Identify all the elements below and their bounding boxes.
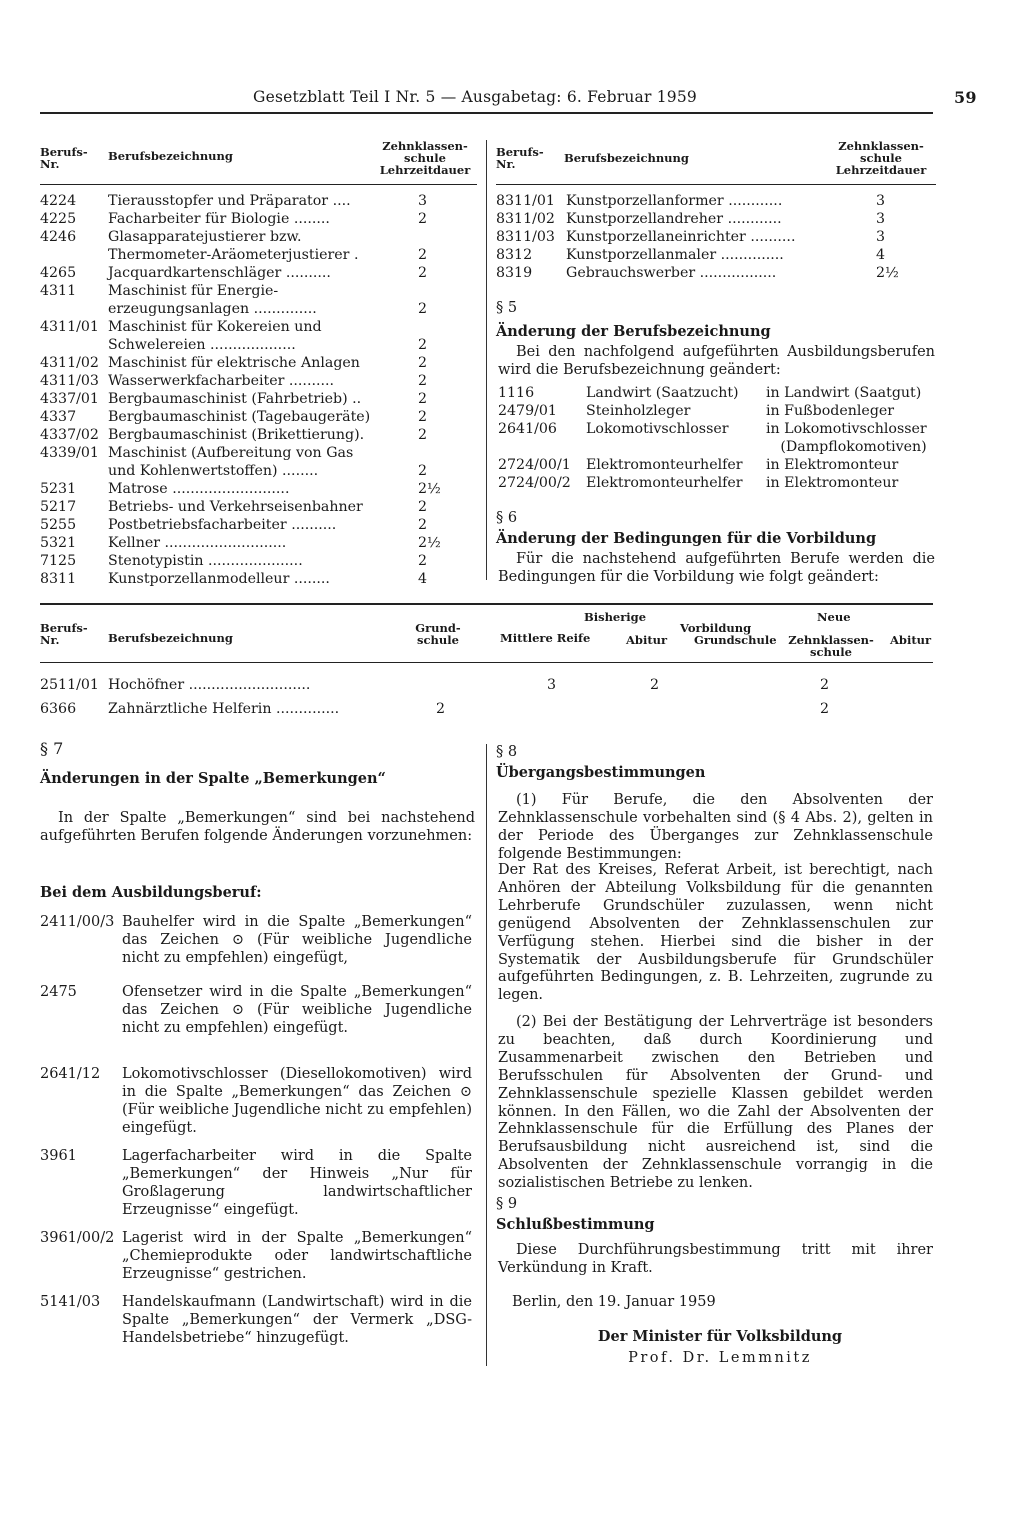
sec7-item-text: Bauhelfer wird in die Spalte „Bemerkungen“ das Zeichen ⊙ (Für weibliche Jugendliche nicht zu empfehlen) eingefügt, [122, 914, 472, 966]
t1-row-name: Maschinist für Energie- [108, 283, 279, 299]
t2-col-dauer: Zehnklassen- schule Lehrzeitdauer [835, 139, 927, 177]
t1-row-nr: 4225 [40, 211, 77, 227]
t1-row-name: Matrose .......................... [108, 481, 290, 497]
t2-row-dauer: 2½ [876, 265, 899, 281]
sec8-title: Übergangsbestimmungen [496, 764, 706, 781]
t2-col-nr: Berufs- Nr. [496, 145, 544, 171]
t1-row-nr: 4337 [40, 409, 77, 425]
t3-col-grund2: Grundschule [694, 633, 777, 647]
t2-row-dauer: 3 [876, 193, 886, 209]
t3-col-nr: Berufs- Nr. [40, 621, 88, 647]
table-left [40, 130, 477, 590]
t1-row-name: Bergbaumaschinist (Tagebaugeräte) [108, 409, 371, 425]
t1-row-dauer: 2 [418, 553, 428, 569]
t1-row-name: Kunstporzellanmodelleur ........ [108, 571, 330, 587]
t1-row-dauer: 2 [418, 463, 428, 479]
t1-row-name: erzeugungsanlagen .............. [108, 301, 317, 317]
t1-row-nr: 4311 [40, 283, 77, 299]
sec6-heading: § 6 [496, 510, 518, 526]
sec5-row-nr: 2724/00/1 [498, 457, 571, 473]
t1-row-dauer: 2 [418, 517, 428, 533]
t1-row-name: Kellner ........................... [108, 535, 287, 551]
t1-row-nr: 4224 [40, 193, 77, 209]
sec7-item-nr: 5141/03 [40, 1294, 101, 1310]
t1-row-name: Bergbaumaschinist (Fahrbetrieb) .. [108, 391, 362, 407]
t3-col-mittlere: Mittlere Reife [500, 631, 591, 645]
sec8-heading: § 8 [496, 744, 518, 760]
sec7-item-text: Lokomotivschlosser (Diesellokomotiven) wird in die Spalte „Bemerkungen“ das Zeichen ⊙ (Für weibliche Jugendliche nicht zu empfehlen) eingefügt. [122, 1066, 472, 1136]
t2-row-name: Kunstporzellandreher ............ [566, 211, 782, 227]
t1-col-name: Berufsbezeichnung [108, 149, 233, 163]
t3-row-nr: 2511/01 [40, 677, 99, 693]
sec5-row-new: in Elektromonteur [766, 475, 899, 491]
t1-row-dauer: 2 [418, 373, 428, 389]
t3-col-grund: Grund- schule [415, 621, 461, 647]
t3-col-abitur2: Abitur [890, 633, 932, 647]
sec9-title: Schlußbestimmung [496, 1216, 655, 1233]
header-rule [40, 112, 933, 114]
sec7-subhead: Bei dem Ausbildungsberuf: [40, 884, 262, 901]
sec7-item-nr: 2411/00/3 [40, 914, 115, 930]
t1-row-dauer: 2 [418, 391, 428, 407]
t3-header-rule [40, 662, 933, 663]
t1-row-dauer: 2 [418, 301, 428, 317]
t1-row-dauer: 2 [418, 409, 428, 425]
sec7-item-nr: 2641/12 [40, 1066, 101, 1082]
sec9-heading: § 9 [496, 1196, 518, 1212]
t1-row-nr: 8311 [40, 571, 77, 587]
t1-row-name: Thermometer-Aräometerjustierer . [108, 247, 359, 263]
t2-row-name: Gebrauchswerber ................. [566, 265, 777, 281]
t1-header-rule [40, 184, 477, 185]
t1-col-nr: Berufs- Nr. [40, 145, 88, 171]
t3-row-mittlere: 3 [547, 677, 557, 693]
t2-col-name: Berufsbezeichnung [564, 151, 689, 165]
sec5-row-new: in Landwirt (Saatgut) [766, 385, 922, 401]
sec5-row-old: Elektromonteurhelfer [586, 457, 743, 473]
t1-row-name: Schwelereien ................... [108, 337, 296, 353]
sec5-row-new: in Elektromonteur [766, 457, 899, 473]
t1-row-name: Maschinist (Aufbereitung von Gas [108, 445, 354, 461]
t1-row-name: Maschinist für Kokereien und [108, 319, 322, 335]
sec7-title: Änderungen in der Spalte „Bemerkungen“ [40, 770, 386, 787]
t1-row-nr: 4246 [40, 229, 77, 245]
t2-row-dauer: 4 [876, 247, 886, 263]
t1-row-nr: 7125 [40, 553, 77, 569]
t1-row-nr: 4337/01 [40, 391, 99, 407]
t2-row-nr: 8312 [496, 247, 533, 263]
t1-row-name: Maschinist für elektrische Anlagen [108, 355, 360, 371]
t1-row-name: und Kohlenwertstoffen) ........ [108, 463, 319, 479]
t3-bisherige: Bisherige [584, 610, 647, 624]
t1-row-name: Facharbeiter für Biologie ........ [108, 211, 330, 227]
t1-row-nr: 4311/02 [40, 355, 99, 371]
t1-row-name: Tierausstopfer und Präparator .... [108, 193, 351, 209]
sec9-text: Diese Durchführungsbestimmung tritt mit ihrer Verkündung in Kraft. [498, 1242, 933, 1276]
column-divider-top [486, 140, 487, 580]
sec5-title: Änderung der Berufsbezeichnung [496, 323, 771, 340]
sec5-row-new: in Fußbodenleger [766, 403, 895, 419]
sec5-row-old: Elektromonteurhelfer [586, 475, 743, 491]
t2-row-dauer: 3 [876, 211, 886, 227]
sec5-row-nr: 2641/06 [498, 421, 557, 437]
sec7-item-nr: 3961/00/2 [40, 1230, 115, 1246]
sec6-title: Änderung der Bedingungen für die Vorbildung [496, 530, 877, 547]
t3-row-name: Hochöfner ........................... [108, 677, 311, 693]
t1-row-dauer: 2½ [418, 535, 441, 551]
closing-office: Der Minister für Volksbildung [597, 1328, 843, 1345]
t1-row-dauer: 2 [418, 211, 428, 227]
t1-row-dauer: 2 [418, 427, 428, 443]
t1-row-nr: 4265 [40, 265, 77, 281]
t1-row-dauer: 4 [418, 571, 428, 587]
sec8-p1: (1) Für Berufe, die den Absolventen der Zehnklassenschule vorbehalten sind (§ 4 Abs. 2), gelten in der Periode des Überganges zur Zehnklassenschule folgende Bestimmungen: [498, 792, 933, 862]
t1-row-nr: 4337/02 [40, 427, 99, 443]
sec5-row-old: Landwirt (Saatzucht) [586, 385, 739, 401]
sec5-row-nr: 1116 [498, 385, 535, 401]
t3-top-rule [40, 603, 933, 605]
sec5-heading: § 5 [496, 300, 518, 316]
table-right [496, 130, 936, 300]
t3-col-name: Berufsbezeichnung [108, 631, 233, 645]
t3-vorbildung: Vorbildung [680, 621, 752, 635]
sec7-item-text: Lagerfacharbeiter wird in die Spalte „Bemerkungen“ der Hinweis „Nur für Großlagerung landwirtschaftlicher Erzeugnisse“ eingefügt. [122, 1148, 472, 1218]
t2-row-name: Kunstporzellanformer ............ [566, 193, 783, 209]
t3-col-abitur1: Abitur [626, 633, 668, 647]
t2-row-nr: 8319 [496, 265, 533, 281]
t1-row-dauer: 2 [418, 247, 428, 263]
page-number: 59 [954, 88, 977, 107]
t1-row-dauer: 3 [418, 193, 428, 209]
t2-row-nr: 8311/02 [496, 211, 555, 227]
t1-row-dauer: 2 [418, 337, 428, 353]
t1-row-dauer: 2 [418, 499, 428, 515]
t1-row-nr: 5217 [40, 499, 77, 515]
t2-row-name: Kunstporzellanmaler .............. [566, 247, 784, 263]
sec7-item-text: Lagerist wird in der Spalte „Bemerkungen“ „Chemieprodukte oder landwirtschaftliche Erzeugnisse“ gestrichen. [122, 1230, 472, 1282]
t2-row-nr: 8311/03 [496, 229, 555, 245]
t1-row-name: Bergbaumaschinist (Brikettierung). [108, 427, 365, 443]
sec7-item-text: Ofensetzer wird in die Spalte „Bemerkungen“ das Zeichen ⊙ (Für weibliche Jugendliche nicht zu empfehlen) eingefügt. [122, 984, 472, 1036]
t1-row-dauer: 2 [418, 265, 428, 281]
page-header-title: Gesetzblatt Teil I Nr. 5 — Ausgabetag: 6. Februar 1959 [253, 88, 697, 106]
sec8-p1b: Der Rat des Kreises, Referat Arbeit, ist berechtigt, nach Anhören der Abteilung Volksbildung für die genannten Lehrberufe Grundschüler zuzulassen, wenn nicht genügend Absolventen der Zehnklassenschulen zur Verfügung stehen. Hierbei sind die bisher in der Systematik der Ausbildungsberufe für Grundschüler aufgeführten Bedingungen, z. B. Lehrzeiten, zugrunde zu legen. [498, 862, 933, 1004]
t3-col-zehn: Zehnklassen- schule [788, 633, 874, 659]
t1-row-nr: 5231 [40, 481, 77, 497]
sec5-row-old: Lokomotivschlosser [586, 421, 729, 437]
t1-row-name: Betriebs- und Verkehrseisenbahner [108, 499, 363, 515]
closing-place-date: Berlin, den 19. Januar 1959 [512, 1294, 716, 1310]
t1-row-nr: 5321 [40, 535, 77, 551]
sec5-intro: Bei den nachfolgend aufgeführten Ausbildungsberufen wird die Berufsbezeichnung geändert: [498, 344, 935, 378]
t1-row-dauer: 2 [418, 355, 428, 371]
sec5-row-new: in Lokomotivschlosser (Dampflokomotiven) [766, 421, 927, 455]
t1-row-name: Postbetriebsfacharbeiter .......... [108, 517, 337, 533]
t1-row-nr: 5255 [40, 517, 77, 533]
sec5-row-nr: 2724/00/2 [498, 475, 571, 491]
t1-row-name: Stenotypistin ..................... [108, 553, 303, 569]
t1-row-name: Glasapparatejustierer bzw. [108, 229, 302, 245]
t2-row-dauer: 3 [876, 229, 886, 245]
t3-row-zehn: 2 [820, 701, 830, 717]
sec7-item-nr: 3961 [40, 1148, 77, 1164]
t1-row-name: Jacquardkartenschläger .......... [108, 265, 331, 281]
t3-row-nr: 6366 [40, 701, 77, 717]
t1-row-nr: 4311/03 [40, 373, 99, 389]
t2-header-rule [496, 184, 936, 185]
closing-name: Prof. Dr. Lemmnitz [628, 1350, 812, 1366]
t1-row-nr: 4311/01 [40, 319, 99, 335]
t2-row-nr: 8311/01 [496, 193, 555, 209]
sec7-heading: § 7 [40, 739, 64, 758]
t2-row-name: Kunstporzellaneinrichter .......... [566, 229, 796, 245]
t3-neue: Neue [817, 610, 851, 624]
t3-row-name: Zahnärztliche Helferin .............. [108, 701, 340, 717]
sec5-row-nr: 2479/01 [498, 403, 557, 419]
sec7-intro: In der Spalte „Bemerkungen“ sind bei nachstehend aufgeführten Berufen folgende Änderungen vorzunehmen: [40, 810, 475, 844]
t1-col-dauer: Zehnklassen- schule Lehrzeitdauer [379, 139, 471, 177]
t1-row-name: Wasserwerkfacharbeiter .......... [108, 373, 335, 389]
sec5-row-old: Steinholzleger [586, 403, 691, 419]
t1-row-nr: 4339/01 [40, 445, 99, 461]
t3-row-zehn: 2 [820, 677, 830, 693]
t3-row-abitur: 2 [650, 677, 660, 693]
sec8-p2: (2) Bei der Bestätigung der Lehrverträge ist besonders zu beachten, daß durch Koordinierung und Zusammenarbeit zwischen den Betrieben und Berufsschulen für Absolventen der Grund- und Zehnklassenschule spezielle Klassen gebildet werden können. In den Fällen, wo die Zahl der Absolventen der Zehnklassenschule für die Erfüllung des Planes der Berufsausbildung nicht ausreichend ist, sind die Absolventen der Zehnklassenschule vorrangig in die sozialistischen Betriebe zu lenken. [498, 1014, 933, 1192]
t3-row-grund: 2 [436, 701, 446, 717]
t1-row-dauer: 2½ [418, 481, 441, 497]
column-divider-bottom [486, 744, 487, 1366]
sec7-item-text: Handelskaufmann (Landwirtschaft) wird in die Spalte „Bemerkungen“ der Vermerk „DSG-Handelsbetriebe“ hinzugefügt. [122, 1294, 472, 1346]
sec7-item-nr: 2475 [40, 984, 77, 1000]
sec6-intro: Für die nachstehend aufgeführten Berufe werden die Bedingungen für die Vorbildung wie folgt geändert: [498, 551, 935, 585]
